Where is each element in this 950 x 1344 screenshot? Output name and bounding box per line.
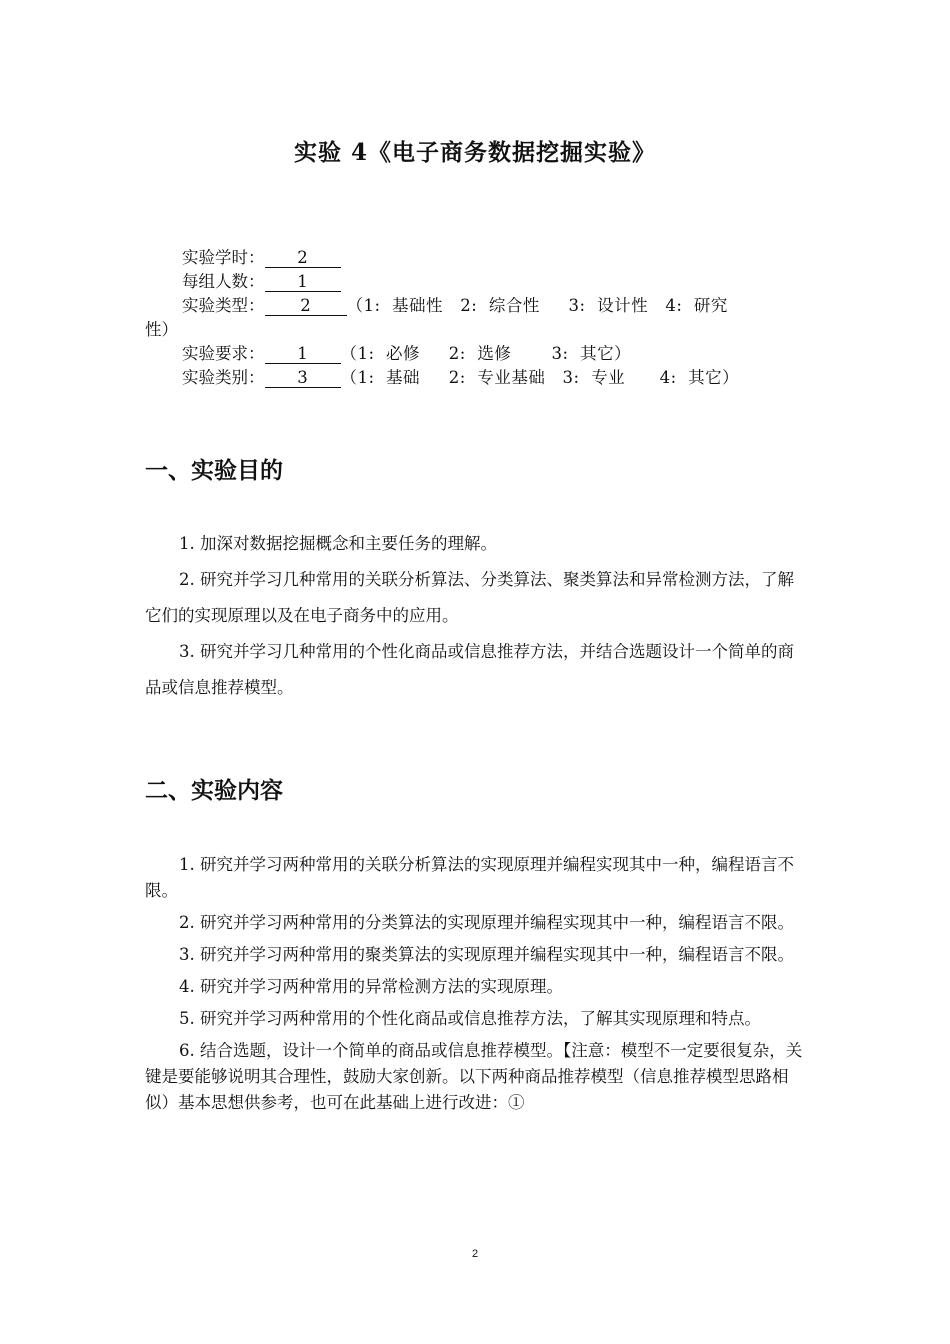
purpose-item: 1. 加深对数据挖掘概念和主要任务的理解。 bbox=[179, 534, 497, 553]
type-label: 实验类型： bbox=[182, 296, 265, 315]
document-title: 实验 4《电子商务数据挖掘实验》 bbox=[293, 139, 656, 166]
info-row-hours bbox=[145, 246, 815, 270]
content-item: 2. 研究并学习两种常用的分类算法的实现原理并编程实现其中一种，编程语言不限。 bbox=[179, 913, 794, 932]
content-item: 6. 结合选题，设计一个简单的商品或信息推荐模型。【注意：模型不一定要很复杂，关键是要能够说明其合理性，鼓励大家创新。以下两种商品推荐模型（信息推荐模型思路相似）基本思想供参考，也可在此基础上进行改进：① bbox=[145, 1041, 803, 1112]
purpose-item: 3. 研究并学习几种常用的个性化商品或信息推荐方法，并结合选题设计一个简单的商品或信息推荐模型。 bbox=[145, 642, 794, 697]
section-heading-content: 二、实验内容 bbox=[145, 777, 283, 804]
info-row-category bbox=[145, 366, 815, 390]
category-value: 3 bbox=[265, 369, 341, 388]
type-value: 2 bbox=[265, 297, 347, 316]
content-item: 4. 研究并学习两种常用的异常检测方法的实现原理。 bbox=[179, 977, 563, 996]
section-heading-purpose: 一、实验目的 bbox=[145, 457, 283, 484]
experiment-info-block bbox=[145, 246, 815, 390]
group-label: 每组人数： bbox=[182, 272, 265, 291]
category-label: 实验类别： bbox=[182, 368, 265, 387]
content-item: 3. 研究并学习两种常用的聚类算法的实现原理并编程实现其中一种，编程语言不限。 bbox=[179, 945, 794, 964]
hours-label: 实验学时： bbox=[182, 248, 265, 267]
content-item: 5. 研究并学习两种常用的个性化商品或信息推荐方法，了解其实现原理和特点。 bbox=[179, 1009, 761, 1028]
info-row-type-wrap bbox=[145, 318, 815, 342]
info-row-type bbox=[145, 294, 815, 318]
category-options: （1: 基础 2: 专业基础 3: 专业 4: 其它） bbox=[340, 368, 740, 387]
type-options-wrap: 性） bbox=[145, 320, 178, 339]
content-item: 1. 研究并学习两种常用的关联分析算法的实现原理并编程实现其中一种，编程语言不限。 bbox=[145, 855, 794, 900]
type-options: （1: 基础性 2: 综合性 3: 设计性 4: 研究 bbox=[346, 296, 728, 315]
purpose-item: 2. 研究并学习几种常用的关联分析算法、分类算法、聚类算法和异常检测方法，了解它们的实现原理以及在电子商务中的应用。 bbox=[145, 570, 794, 625]
group-value: 1 bbox=[265, 273, 341, 292]
page-number: 2 bbox=[471, 1248, 479, 1260]
require-value: 1 bbox=[265, 345, 341, 364]
info-row-group bbox=[145, 270, 815, 294]
section-content-body bbox=[145, 852, 805, 1122]
require-label: 实验要求： bbox=[182, 344, 265, 363]
section-purpose-body bbox=[145, 526, 805, 706]
hours-value: 2 bbox=[265, 249, 341, 268]
info-row-require bbox=[145, 342, 815, 366]
require-options: （1: 必修 2: 选修 3: 其它） bbox=[340, 344, 632, 363]
